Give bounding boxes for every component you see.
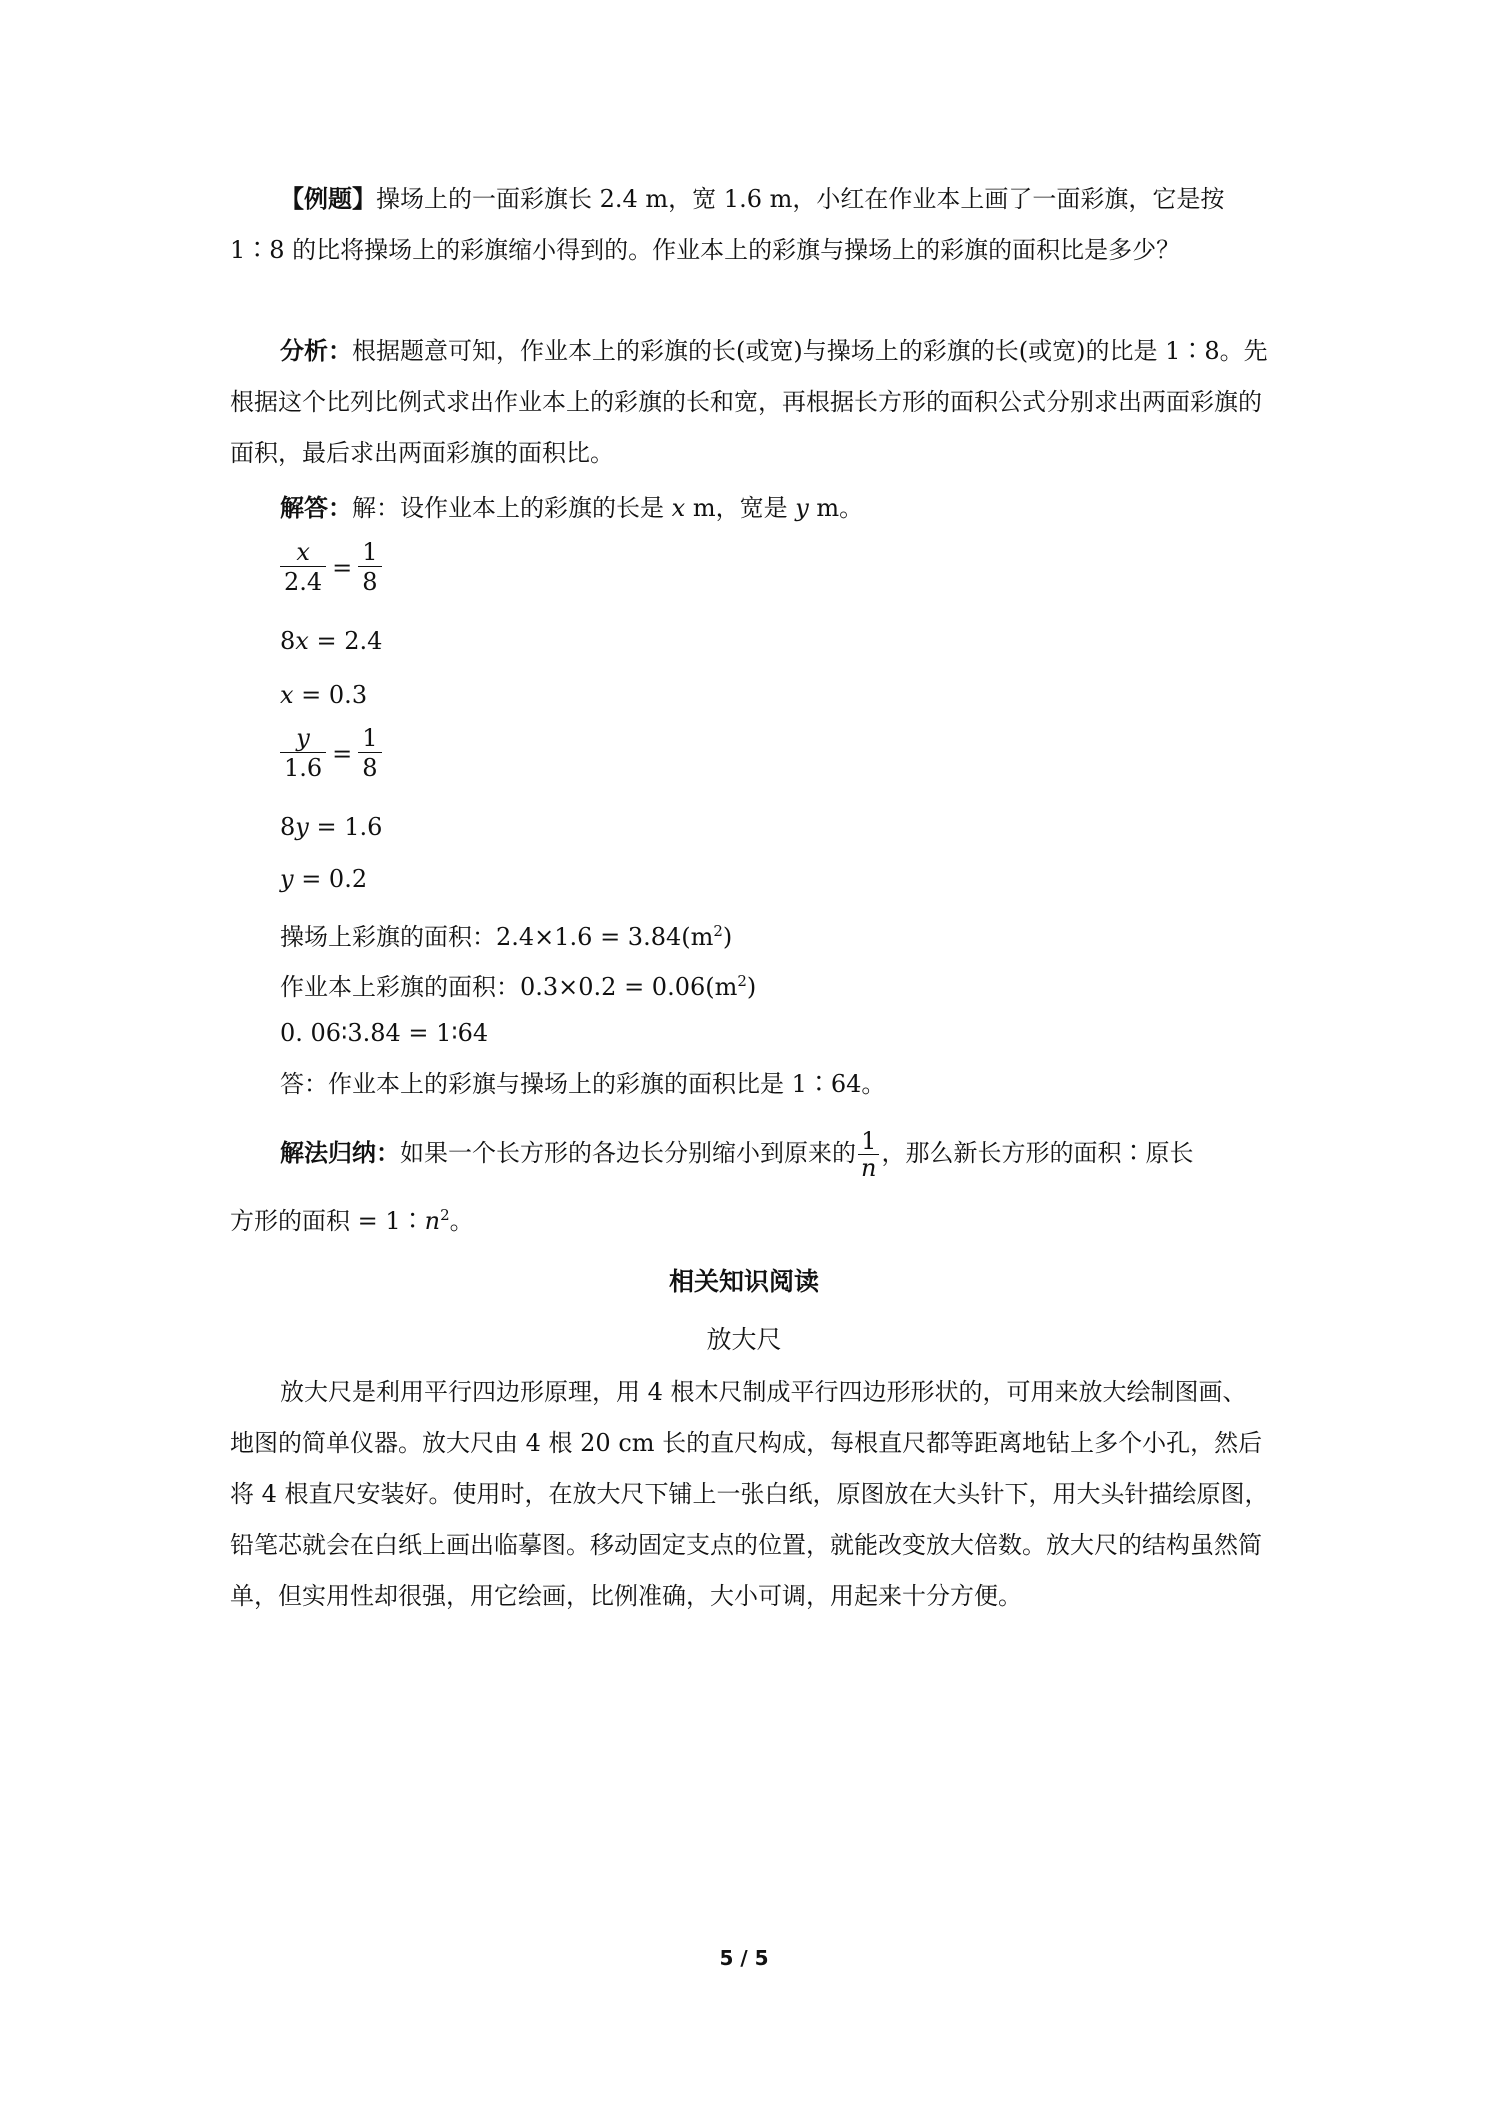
area-notebook: 作业本上彩旗的面积：$0.3\times 0.2 = 0.06(m^2)$: [280, 972, 757, 1001]
method-line-1: 解法归纳：如果一个长方形的各边长分别缩小到原来的 $\frac{1}{n}$ ，那么新长方形的面积∶原长: [280, 1127, 1194, 1182]
example-label: 【例题】: [280, 185, 376, 213]
method-line-2: 方形的面积 = $1∶n^2$。: [230, 1206, 474, 1235]
page-number: 5 / 5: [719, 1946, 769, 1970]
section-heading: 相关知识阅读: [668, 1267, 819, 1296]
fraction-equation-x: $\frac{x}{2.4}$ = $\frac{1}{8}$: [280, 538, 382, 597]
method-label: 解法归纳：: [280, 1139, 400, 1167]
answer-line: 答：作业本上的彩旗与操场上的彩旗的面积比是 1∶64。: [280, 1070, 886, 1098]
area-playground: 操场上彩旗的面积：$2.4\times 1.6 = 3.84(m^2)$: [280, 922, 733, 951]
analysis-text: 根据题意可知，作业本上的彩旗的长(或宽)与操场上的彩旗的长(或宽)的比是 1∶8。先根据这个比列比例式求出作业本上的彩旗的长和宽，再根据长方形的面积公式分别求出两面彩旗的面积，最后求出两面彩旗的面积比。: [230, 337, 1268, 467]
reading-paragraph: 放大尺是利用平行四边形原理，用 4 根木尺制成平行四边形形状的，可用来放大绘制图画、地图的简单仪器。放大尺由 4 根 20 cm 长的直尺构成，每根直尺都等距离地钻上多个小孔，然后将 4 根直尺安装好。使用时，在放大尺下铺上一张白纸，原图放在大头针下，用大头针描绘原图，铅笔芯就会在白纸上画出临摹图。移动固定支点的位置，就能改变放大倍数。放大尺的结构虽然简单，但实用性却很强，用它绘画，比例准确，大小可调，用起来十分方便。: [230, 1378, 1269, 1610]
ratio-line: 0. 06∶3.84 = 1∶64: [280, 1019, 489, 1047]
example-paragraph: [230, 174, 1270, 276]
equation-y: y = 0.2: [280, 865, 368, 893]
analysis-paragraph: [230, 326, 1270, 479]
analysis-label: 分析：: [280, 337, 352, 365]
fraction-equation-y: $\frac{y}{1.6}$ = $\frac{1}{8}$: [280, 724, 382, 783]
solution-intro: 解答：解：设作业本上的彩旗的长是 x m，宽是 y m。: [280, 494, 864, 522]
reading-title: 放大尺: [706, 1325, 782, 1354]
solution-label: 解答：: [280, 494, 352, 522]
example-text: 操场上的一面彩旗长 2.4 m，宽 1.6 m，小红在作业本上画了一面彩旗，它是按 1∶8 的比将操场上的彩旗缩小得到的。作业本上的彩旗与操场上的彩旗的面积比是多少？: [230, 185, 1225, 264]
equation-8y: 8y = 1.6: [280, 813, 383, 841]
equation-8x: 8x = 2.4: [280, 627, 383, 655]
equation-x: x = 0.3: [280, 681, 368, 709]
